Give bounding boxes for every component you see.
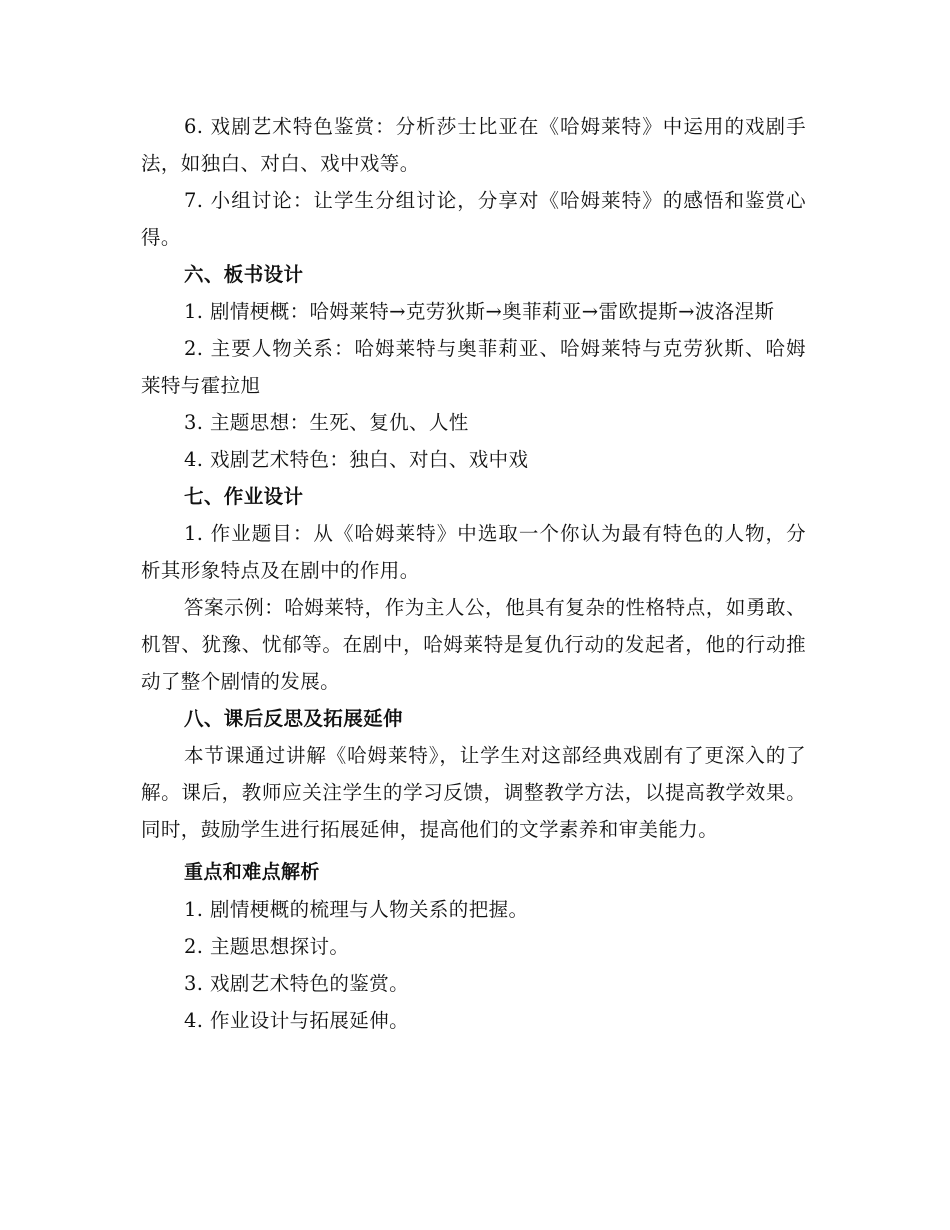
- section-heading-reflection: 八、课后反思及拓展延伸: [184, 707, 403, 730]
- homework-question: 1. 作业题目：从《哈姆莱特》中选取一个你认为最有特色的人物，分析其形象特点及在剧中的作用。: [141, 522, 806, 582]
- paragraph-item-7: 7. 小组讨论：让学生分组讨论，分享对《哈姆莱特》的感悟和鉴赏心得。: [141, 189, 806, 249]
- section-heading-homework: 七、作业设计: [184, 485, 304, 508]
- board-item-3: 3. 主题思想：生死、复仇、人性: [184, 411, 469, 434]
- key-point-3: 3. 戏剧艺术特色的鉴赏。: [184, 972, 410, 995]
- key-point-2: 2. 主题思想探讨。: [184, 935, 350, 958]
- section-heading-board-design: 六、板书设计: [184, 263, 304, 286]
- reflection-paragraph: 本节课通过讲解《哈姆莱特》，让学生对这部经典戏剧有了更深入的了解。课后，教师应关注学生的学习反馈，调整教学方法，以提高教学效果。同时，鼓励学生进行拓展延伸，提高他们的文学素养和审美能力。: [141, 744, 806, 841]
- section-heading-key-points: 重点和难点解析: [184, 861, 320, 883]
- board-item-2: 2. 主要人物关系：哈姆莱特与奥菲莉亚、哈姆莱特与克劳狄斯、哈姆莱特与霍拉旭: [141, 337, 806, 397]
- key-point-4: 4. 作业设计与拓展延伸。: [184, 1009, 410, 1032]
- document-body: [141, 108, 806, 1039]
- homework-answer-example: 答案示例：哈姆莱特，作为主人公，他具有复杂的性格特点，如勇敢、机智、犹豫、忧郁等。在剧中，哈姆莱特是复仇行动的发起者，他的行动推动了整个剧情的发展。: [141, 596, 806, 693]
- key-point-1: 1. 剧情梗概的梳理与人物关系的把握。: [184, 898, 529, 921]
- board-item-1: 1. 剧情梗概：哈姆莱特→克劳狄斯→奥菲莉亚→雷欧提斯→波洛涅斯: [184, 300, 775, 323]
- board-item-4: 4. 戏剧艺术特色：独白、对白、戏中戏: [184, 448, 529, 471]
- paragraph-item-6: 6. 戏剧艺术特色鉴赏：分析莎士比亚在《哈姆莱特》中运用的戏剧手法，如独白、对白、戏中戏等。: [141, 115, 806, 175]
